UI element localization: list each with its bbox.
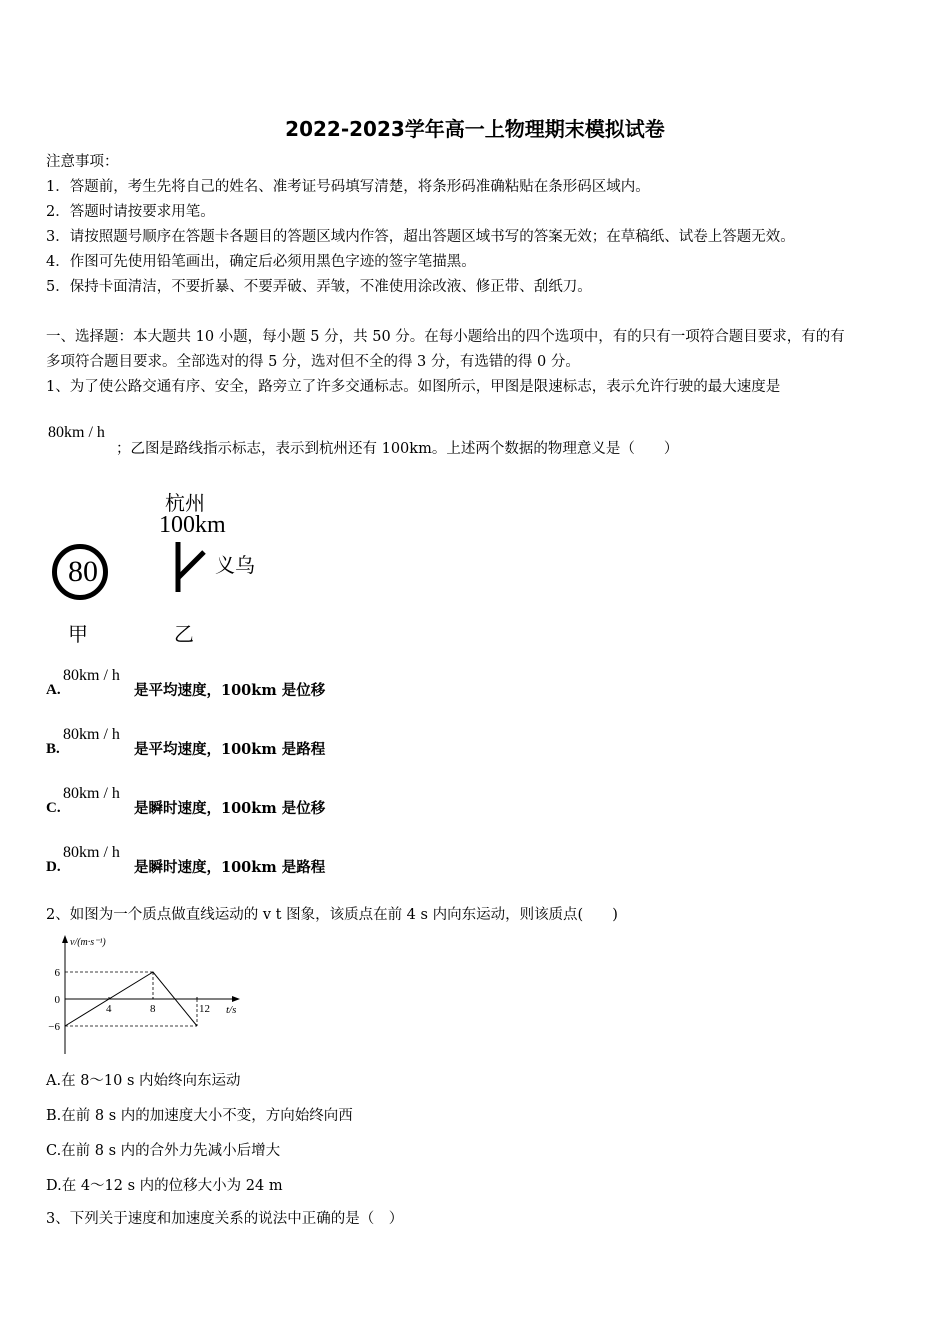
- y-tick-label: −6: [48, 1021, 60, 1033]
- sign-caption-yi: 乙: [174, 622, 194, 646]
- option-text: 是平均速度，100km 是路程: [134, 741, 326, 758]
- q1-stem-cont: ；乙图是路线指示标志，表示到杭州还有 100km。上述两个数据的物理意义是（ ）: [116, 441, 679, 457]
- route-branch: 义乌: [215, 553, 255, 577]
- route-arrow-icon: [170, 540, 215, 596]
- q2-option: B.在前 8 s 内的加速度大小不变，方向始终向西: [46, 1108, 353, 1124]
- q2-option: C.在前 8 s 内的合外力先减小后增大: [46, 1143, 281, 1159]
- chart-axes: [62, 935, 240, 1054]
- notice-item: 4．作图可先使用铅笔画出，确定后必须用黑色字迹的签字笔描黑。: [46, 254, 476, 270]
- y-tick-label: 0: [54, 994, 60, 1006]
- q2-option: A.在 8～10 s 内始终向东运动: [46, 1073, 241, 1089]
- option-text: 是瞬时速度，100km 是位移: [134, 800, 326, 817]
- option-label: C.: [46, 800, 61, 816]
- speed-limit-value: 80: [68, 555, 98, 588]
- notice-item: 2．答题时请按要求用笔。: [46, 204, 215, 220]
- section-heading-cont: 多项符合题目要求。全部选对的得 5 分，选对但不全的得 3 分，有选错的得 0 分。: [46, 354, 580, 370]
- option-label: A.: [46, 682, 61, 698]
- option-text: 是平均速度，100km 是位移: [134, 682, 326, 699]
- option-text: 是瞬时速度，100km 是路程: [134, 859, 326, 876]
- page-title: 2022-2023学年高一上物理期末模拟试卷: [285, 117, 665, 141]
- x-axis-label: t/s: [226, 1004, 237, 1016]
- route-city: 杭州: [165, 491, 205, 515]
- x-tick-label: 12: [199, 1003, 210, 1015]
- section-heading: 一、选择题：本大题共 10 小题，每小题 5 分，共 50 分。在每小题给出的四个选项中，有的只有一项符合题目要求，有的有: [46, 329, 845, 345]
- q3-stem: 3、下列关于速度和加速度关系的说法中正确的是（ ）: [46, 1211, 404, 1227]
- sign-caption-jia: 甲: [68, 622, 88, 646]
- vt-chart: [44, 932, 249, 1057]
- option-label: B.: [46, 741, 60, 757]
- notice-item: 5．保持卡面清洁，不要折暴、不要弄破、弄皱，不准使用涂改液、修正带、刮纸刀。: [46, 279, 592, 295]
- notice-item: 1．答题前，考生先将自己的姓名、准考证号码填写清楚，将条形码准确粘贴在条形码区域内。: [46, 179, 650, 195]
- x-tick-label: 8: [150, 1003, 156, 1015]
- x-axis-arrow: [232, 996, 240, 1002]
- notice-item: 3．请按照题号顺序在答题卡各题目的答题区域内作答，超出答题区域书写的答案无效；在草稿纸、试卷上答题无效。: [46, 229, 795, 245]
- option-speed: 80km / h: [63, 785, 120, 802]
- q2-option: D.在 4～12 s 内的位移大小为 24 m: [46, 1178, 283, 1194]
- option-speed: 80km / h: [63, 726, 120, 743]
- x-tick-label: 4: [106, 1003, 112, 1015]
- q2-stem: 2、如图为一个质点做直线运动的 v t 图象，该质点在前 4 s 内向东运动，则该质点( ): [46, 907, 618, 923]
- route-distance: 100km: [159, 512, 226, 538]
- q1-stem: 1、为了使公路交通有序、安全，路旁立了许多交通标志。如图所示，甲图是限速标志，表示允许行驶的最大速度是: [46, 379, 781, 395]
- option-speed: 80km / h: [63, 667, 120, 684]
- option-label: D.: [46, 859, 61, 875]
- notice-heading: 注意事项：: [46, 154, 119, 170]
- y-axis-arrow: [62, 935, 68, 943]
- q1-speed: 80km / h: [48, 424, 105, 441]
- option-speed: 80km / h: [63, 844, 120, 861]
- y-tick-label: 6: [54, 967, 60, 979]
- y-axis-label: v/(m·s⁻¹): [70, 937, 106, 948]
